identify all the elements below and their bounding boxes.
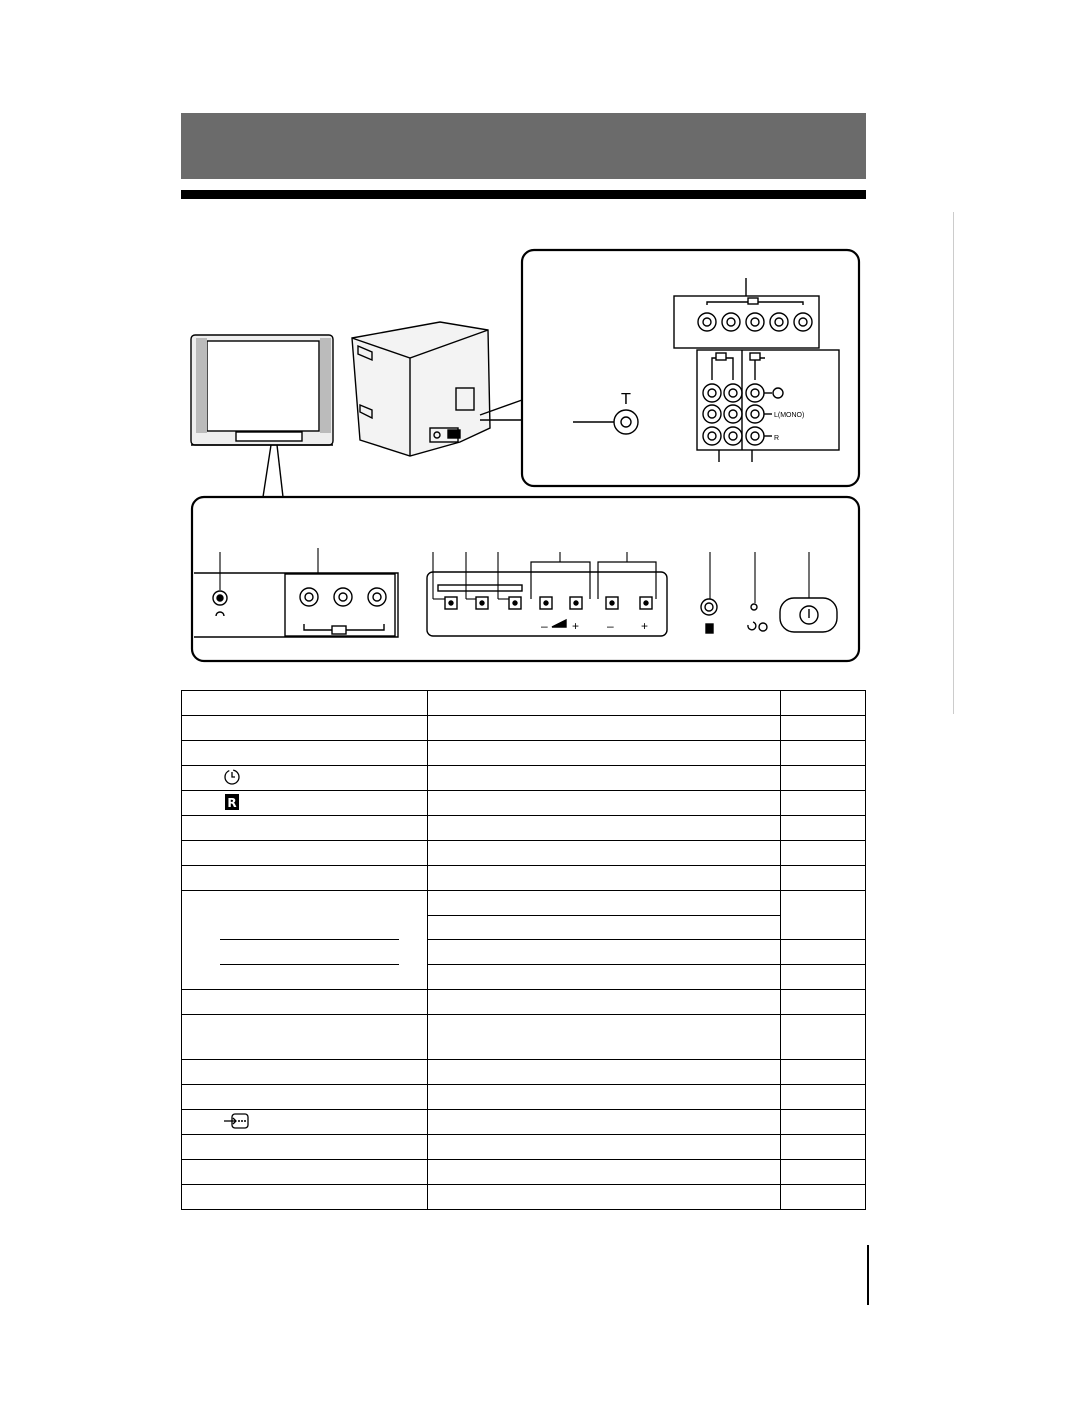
component-jacks bbox=[698, 298, 812, 331]
table-row bbox=[182, 766, 866, 791]
table-row bbox=[182, 716, 866, 741]
table-row bbox=[182, 1060, 866, 1085]
svg-text:R: R bbox=[227, 795, 237, 810]
front-panel-strip bbox=[194, 573, 398, 637]
tv-front-illustration bbox=[191, 335, 333, 445]
volume-minus-label: – bbox=[541, 619, 548, 633]
volume-plus-label: + bbox=[572, 619, 580, 633]
table-row bbox=[182, 1110, 866, 1135]
r-badge-icon bbox=[222, 792, 242, 812]
av-output-jacks bbox=[746, 353, 783, 445]
mono-label: L(MONO) bbox=[774, 412, 805, 419]
table-row bbox=[182, 816, 866, 841]
footer-rule bbox=[867, 1245, 869, 1305]
tv-controls-diagram bbox=[0, 0, 1066, 680]
r-channel-label: R bbox=[774, 435, 780, 442]
main-power-switch bbox=[780, 598, 837, 632]
table-row bbox=[182, 866, 866, 891]
timer-icon bbox=[222, 767, 242, 787]
controls-reference-table bbox=[181, 690, 866, 1210]
table-row bbox=[182, 791, 866, 816]
antenna-symbol: T bbox=[621, 390, 631, 408]
antenna-connector bbox=[573, 390, 638, 434]
table-row bbox=[182, 1185, 866, 1210]
table-row bbox=[182, 741, 866, 766]
table-row bbox=[182, 691, 866, 716]
channel-minus-label: – bbox=[607, 619, 614, 633]
table-row bbox=[182, 990, 866, 1015]
table-row bbox=[182, 1135, 866, 1160]
video-input-icon bbox=[222, 1111, 252, 1131]
table-row bbox=[182, 1160, 866, 1185]
av-input-jacks bbox=[703, 353, 742, 445]
table-row-group bbox=[182, 891, 866, 990]
table-row bbox=[182, 1015, 866, 1060]
remote-sensor bbox=[701, 599, 717, 633]
table-row bbox=[182, 1085, 866, 1110]
tv-rear-illustration bbox=[352, 322, 490, 456]
power-indicator bbox=[748, 604, 767, 631]
table-row bbox=[182, 841, 866, 866]
channel-plus-label: + bbox=[641, 619, 649, 633]
